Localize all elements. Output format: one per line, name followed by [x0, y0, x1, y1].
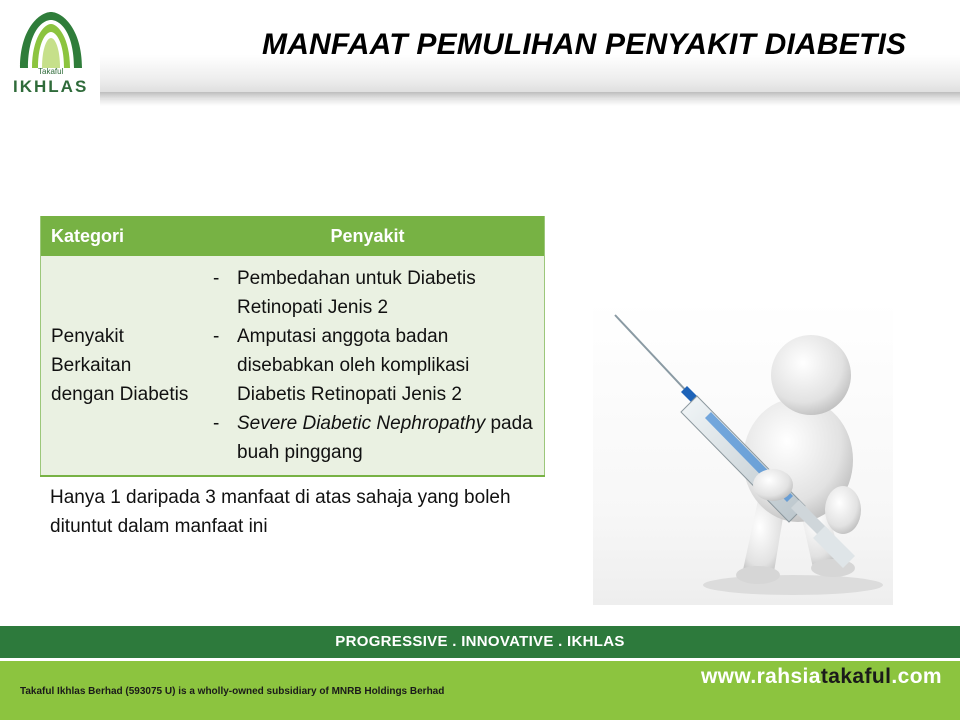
arch-logo-icon — [16, 8, 86, 70]
item-text: pada buah pinggang — [237, 413, 533, 463]
column-header-disease: Penyakit — [191, 216, 545, 256]
benefit-note: Hanya 1 daripada 3 manfaat di atas sahaja yang boleh dituntut dalam manfaat ini — [50, 487, 511, 537]
header-shadow — [100, 92, 960, 106]
list-item — [191, 409, 534, 467]
category-cell: Penyakit Berkaitan dengan Diabetis — [41, 256, 192, 476]
benefit-table — [40, 216, 545, 477]
footer-tagline: PROGRESSIVE . INNOVATIVE . IKHLAS — [335, 633, 625, 650]
bullet-dash: - — [213, 413, 220, 434]
website-brand: takaful — [820, 665, 892, 688]
page-title: MANFAAT PEMULIHAN PENYAKIT DIABETIS — [262, 28, 907, 61]
item-text: Pembedahan untuk Diabetis Retinopati Jenis 2 — [237, 268, 476, 318]
bullet-dash: - — [213, 326, 220, 347]
website-suffix: .com — [891, 665, 942, 688]
company-logo — [0, 0, 100, 100]
item-text: Amputasi anggota badan disebabkan oleh komplikasi Diabetis Retinopati Jenis 2 — [237, 326, 470, 405]
website-link[interactable] — [701, 665, 942, 689]
logo-brand-text: IKHLAS — [13, 77, 89, 96]
bullet-dash: - — [213, 268, 220, 289]
column-header-category: Kategori — [41, 216, 192, 256]
disease-list — [191, 264, 534, 467]
logo-small-text: Takaful — [38, 67, 64, 76]
table-row — [41, 256, 545, 476]
item-italic-text: Severe Diabetic Nephropathy — [237, 413, 486, 434]
website-prefix: www.rahsia — [700, 665, 821, 688]
syringe-figure-icon — [593, 300, 893, 605]
table-header-row — [41, 216, 545, 256]
list-item — [191, 322, 534, 409]
disease-cell — [191, 256, 545, 476]
legal-notice: Takaful Ikhlas Berhad (593075 U) is a wholly-owned subsidiary of MNRB Holdings Berhad — [20, 686, 445, 697]
list-item — [191, 264, 534, 322]
